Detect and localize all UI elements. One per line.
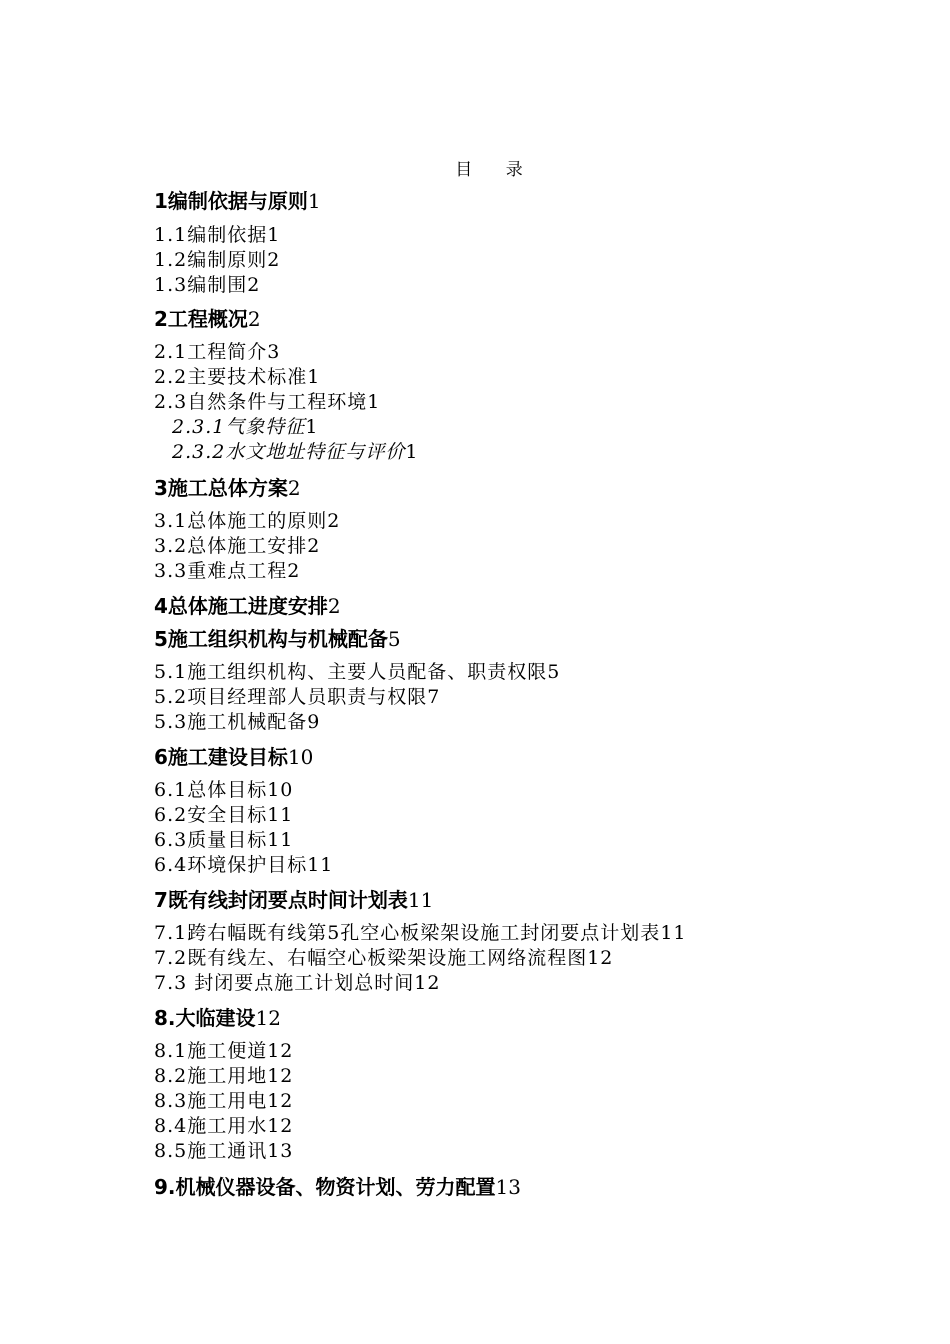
toc-entry-page: 11	[660, 922, 687, 944]
toc-entry-text: 2.2主要技术标准	[154, 366, 308, 388]
toc-entry-text: 6.3质量目标	[154, 829, 268, 851]
toc-entry[interactable]	[154, 1039, 293, 1064]
toc-entry-page: 11	[267, 829, 294, 851]
toc-entry-page: 1	[307, 366, 321, 388]
toc-entry-text: 1.1编制依据	[154, 224, 268, 246]
toc-entry-text: 9.机械仪器设备、物资计划、劳力配置	[154, 1175, 496, 1199]
toc-entry-text: 6施工建设目标	[154, 745, 288, 769]
toc-entry[interactable]	[154, 778, 293, 803]
toc-entry[interactable]	[154, 743, 313, 771]
toc-entry-page: 10	[287, 745, 314, 769]
toc-entry-text: 1编制依据与原则	[154, 189, 308, 213]
toc-entry-page: 12	[267, 1040, 294, 1062]
toc-entry[interactable]	[154, 592, 341, 620]
toc-entry-text: 8.3施工用电	[154, 1090, 268, 1112]
toc-entry-page: 12	[587, 947, 614, 969]
toc-entry-text: 3.3重难点工程	[154, 560, 288, 582]
toc-entry-page: 12	[414, 972, 441, 994]
toc-entry[interactable]	[154, 248, 280, 273]
toc-entry[interactable]	[154, 365, 320, 390]
toc-entry-text: 8.大临建设	[154, 1006, 256, 1030]
toc-entry-page: 5	[387, 627, 401, 651]
toc-entry-text: 2.1工程简介	[154, 341, 268, 363]
toc-entry[interactable]	[154, 273, 260, 298]
toc-entry-page: 1	[307, 189, 321, 213]
toc-entry-text: 5施工组织机构与机械配备	[154, 627, 388, 651]
toc-entry-text: 6.1总体目标	[154, 779, 268, 801]
toc-entry[interactable]	[154, 710, 320, 735]
toc-entry-page: 2	[247, 307, 261, 331]
toc-entry-text: 6.2安全目标	[154, 804, 268, 826]
toc-entry-text: 2.3.2水文地址特征与评价	[172, 441, 406, 463]
toc-entry-page: 2	[307, 535, 321, 557]
toc-entry[interactable]	[154, 803, 293, 828]
toc-entry-text: 2.3自然条件与工程环境	[154, 391, 368, 413]
toc-entry[interactable]	[154, 1139, 293, 1164]
toc-entry[interactable]	[154, 340, 280, 365]
toc-entry[interactable]	[154, 534, 320, 559]
page-title: 目 录	[455, 160, 537, 180]
toc-entry-page: 13	[495, 1175, 521, 1199]
toc-entry-text: 2.3.1气象特征	[172, 416, 306, 438]
toc-entry-text: 7.1跨右幅既有线第5孔空心板梁架设施工封闭要点计划表	[154, 922, 661, 944]
toc-entry-text: 3.1总体施工的原则	[154, 510, 328, 532]
toc-entry-text: 7.3 封闭要点施工计划总时间	[154, 972, 415, 994]
toc-entry-text: 5.3施工机械配备	[154, 711, 308, 733]
toc-entry[interactable]	[154, 509, 340, 534]
toc-entry[interactable]	[154, 685, 440, 710]
toc-entry[interactable]	[154, 187, 321, 215]
toc-entry[interactable]	[154, 1064, 293, 1089]
toc-entry-text: 6.4环境保护目标	[154, 854, 308, 876]
toc-entry-text: 7.2既有线左、右幅空心板梁架设施工网络流程图	[154, 947, 588, 969]
toc-entry[interactable]	[154, 223, 280, 248]
toc-entry-page: 2	[327, 510, 341, 532]
toc-entry-text: 5.2项目经理部人员职责与权限	[154, 686, 428, 708]
toc-entry-page: 13	[267, 1140, 294, 1162]
toc-entry-page: 12	[255, 1006, 281, 1030]
toc-entry-text: 8.1施工便道	[154, 1040, 268, 1062]
toc-entry[interactable]	[154, 559, 300, 584]
toc-entry[interactable]	[172, 440, 418, 465]
toc-entry[interactable]	[154, 1173, 521, 1201]
toc-entry-page: 2	[327, 594, 341, 618]
toc-entry-page: 12	[267, 1090, 294, 1112]
toc-entry[interactable]	[154, 886, 433, 914]
toc-entry-page: 12	[267, 1115, 294, 1137]
toc-entry-text: 3施工总体方案	[154, 476, 288, 500]
toc-entry[interactable]	[154, 625, 401, 653]
toc-entry-page: 1	[267, 224, 281, 246]
toc-entry-page: 11	[307, 854, 334, 876]
toc-entry-text: 8.5施工通讯	[154, 1140, 268, 1162]
toc-entry[interactable]	[154, 1089, 293, 1114]
toc-entry[interactable]	[154, 1004, 281, 1032]
toc-entry-page: 1	[405, 441, 419, 463]
toc-entry-page: 2	[287, 476, 301, 500]
toc-entry-page: 9	[307, 711, 321, 733]
toc-entry[interactable]	[154, 853, 333, 878]
toc-entry-text: 8.2施工用地	[154, 1065, 268, 1087]
toc-entry-page: 2	[247, 274, 261, 296]
toc-entry-page: 1	[305, 416, 319, 438]
toc-entry-page: 7	[427, 686, 441, 708]
toc-entry-text: 2工程概况	[154, 307, 248, 331]
toc-entry-page: 11	[267, 804, 294, 826]
toc-entry[interactable]	[154, 828, 293, 853]
toc-entry-page: 12	[267, 1065, 294, 1087]
toc-entry[interactable]	[154, 971, 440, 996]
toc-entry-page: 2	[267, 249, 281, 271]
toc-entry-page: 11	[407, 888, 434, 912]
toc-entry[interactable]	[154, 660, 560, 685]
toc-entry-text: 3.2总体施工安排	[154, 535, 308, 557]
toc-entry-text: 1.2编制原则	[154, 249, 268, 271]
toc-entry[interactable]	[154, 1114, 293, 1139]
toc-entry-text: 7既有线封闭要点时间计划表	[154, 888, 408, 912]
toc-entry-text: 8.4施工用水	[154, 1115, 268, 1137]
toc-entry-page: 1	[367, 391, 381, 413]
toc-entry-page: 2	[287, 560, 301, 582]
toc-entry[interactable]	[172, 415, 318, 440]
toc-entry-page: 3	[267, 341, 281, 363]
toc-entry-text: 5.1施工组织机构、主要人员配备、职责权限	[154, 661, 548, 683]
toc-entry[interactable]	[154, 390, 380, 415]
toc-entry[interactable]	[154, 305, 261, 333]
toc-entry[interactable]	[154, 921, 687, 946]
toc-entry-text: 4总体施工进度安排	[154, 594, 328, 618]
toc-entry-text: 1.3编制围	[154, 274, 248, 296]
toc-entry-page: 5	[547, 661, 561, 683]
toc-entry[interactable]	[154, 474, 301, 502]
toc-entry-page: 10	[267, 779, 294, 801]
toc-entry[interactable]	[154, 946, 613, 971]
